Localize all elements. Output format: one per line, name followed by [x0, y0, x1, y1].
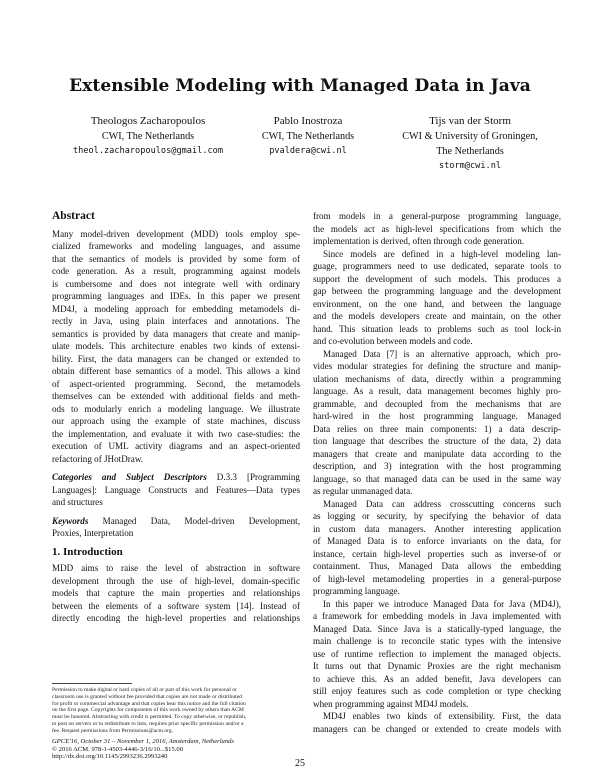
- body-line: still enjoy features such as code completion or type checking: [313, 686, 561, 696]
- body-line: as regular unmanaged data.: [313, 486, 413, 496]
- body-line: implementation is derived, often through code generation.: [313, 236, 525, 246]
- body-line: Managed Data can address crosscutting concerns such: [323, 498, 561, 509]
- abstract-line: refactoring of JHotDraw.: [52, 453, 144, 464]
- permission-footnote: [52, 687, 300, 735]
- abstract-line: bility. First, the data managers can be changed or extended to: [52, 353, 300, 364]
- body-line: MD4J enables two kinds of extensibility. First, the data: [323, 711, 561, 721]
- categories-heading: Categories and Subject Descriptors: [52, 472, 207, 482]
- introduction-heading: 1. Introduction: [52, 545, 123, 558]
- abstract-line: the implementation, and evaluate it with two case-studies: the: [52, 428, 300, 439]
- body-line: In this paper we introduce Managed Data for Java (MD4J),: [323, 598, 561, 609]
- abstract-line: semantics is provided by data managers that create and manip-: [52, 328, 300, 339]
- footnote-line: fee. Request permissions from Permissions@acm.org.: [52, 727, 174, 734]
- body-line: managers that create and manipulate data according to the: [313, 448, 561, 459]
- body-line: a framework for embedding models in Java implemented with: [313, 611, 561, 621]
- body-line: gap between the programming language and the development: [313, 286, 561, 296]
- left-column: [52, 210, 300, 625]
- author-name: Tijs van der Storm: [429, 115, 511, 127]
- body-line: programming language.: [313, 586, 400, 596]
- body-line: vides modular strategies for defining the structure and manip-: [313, 361, 561, 371]
- footnote-line: on the first page. Copyrights for components of this work owned by others than ACM: [52, 707, 244, 714]
- abstract-line: ulate models. This architecture enables two kinds of extensi-: [52, 341, 300, 351]
- categories-text: Languages]: Language Constructs and Features—Data types: [52, 484, 300, 495]
- abstract-line: code generation. As a result, programming against models: [52, 266, 300, 276]
- abstract-line: cialized frameworks and modeling languages, and assume: [52, 241, 300, 251]
- abstract-heading: Abstract: [52, 210, 95, 222]
- body-line: of Managed Data is to enforce invariants on the data, for: [313, 536, 561, 546]
- author-email: pvaldera@cwi.nl: [269, 146, 347, 156]
- introduction-line: MDD aims to raise the level of abstraction in software: [52, 563, 300, 573]
- body-line: instance, certain high-level properties such as inverse-of or: [313, 548, 561, 559]
- body-line: hand. This situation leads to problems such as tool lock-in: [313, 323, 561, 334]
- doi-link[interactable]: http://dx.doi.org/10.1145/2993236.2993240: [52, 753, 168, 761]
- body-line: language, so that managed data can be used in the same way: [313, 473, 561, 484]
- footnote-line: Permission to make digital or hard copies of all or part of this work for personal or: [52, 687, 237, 693]
- body-line: Since models are defined in a high-level modeling lan-: [323, 248, 561, 259]
- author-affiliation: CWI, The Netherlands: [101, 131, 195, 142]
- footnote-rule: [52, 683, 132, 684]
- abstract-line: ods to modularly enrich a modeling language. We illustrate: [52, 403, 300, 414]
- body-line: Managed Data. Since Java is a statically-typed language, the: [313, 623, 561, 634]
- body-line: It turns out that Dynamic Proxies are the right mechanism: [313, 661, 561, 671]
- page-number: 25: [295, 758, 305, 769]
- abstract-line: MD4J, a modeling approach for embedding metamodels di-: [52, 303, 300, 314]
- keywords-text: Proxies, Interpretation: [52, 528, 134, 538]
- keywords-heading: Keywords: [52, 515, 89, 526]
- right-column: [313, 210, 561, 735]
- abstract-line: rectly in Java, using plain interfaces and annotations. The: [52, 316, 300, 326]
- author-name: Pablo Inostroza: [273, 115, 343, 127]
- footnote-line: must be honored. Abstracting with credit is permitted. To copy otherwise, or republish,: [52, 714, 247, 721]
- abstract-line: is cumbersome and does not integrate well with ordinary: [52, 278, 300, 289]
- body-line: grammable, and decoupled from the mechanisms that are: [313, 398, 561, 409]
- footnote-line: for profit or commercial advantage and that copies bear this notice and the full citation: [52, 700, 246, 707]
- body-line: and the models developers create and maintain, on the other: [313, 311, 561, 321]
- body-line: as logging or security, by specifying the behavior of data: [313, 511, 561, 521]
- body-line: guage, programmers need to use dedicated, separate tools to: [313, 261, 561, 271]
- body-line: containment. Thus, Managed Data allows the embedding: [313, 561, 561, 571]
- body-line: in custom data managers. Another interesting application: [313, 523, 561, 534]
- body-line: tion language that describes the structure of the data, 2) data: [313, 436, 561, 446]
- abstract-body: [52, 228, 300, 466]
- categories-text: D.3.3 [Programming: [216, 472, 300, 482]
- body-line: and co-evolution between models and code.: [313, 336, 473, 346]
- abstract-line: execution of UML activity diagrams and an aspect-oriented: [52, 441, 300, 451]
- keywords-text: Managed Data, Model-driven Development,: [102, 515, 300, 526]
- abstract-line: obtain different base semantics of a model. This allows a kind: [52, 366, 300, 376]
- body-line: hard-wired in the host programming language. Managed: [313, 411, 561, 421]
- categories-text: and structures: [52, 497, 103, 507]
- abstract-line: that the semantics of models is provided by some form of: [52, 253, 300, 264]
- abstract-line: Many model-driven development (MDD) tools employ spe-: [52, 228, 300, 239]
- body-line: description, and 3) integration with the host programming: [313, 461, 561, 471]
- body-line: when programming against MD4J models.: [313, 698, 469, 709]
- paper-title: Extensible Modeling with Managed Data in Java: [69, 76, 531, 96]
- abstract-line: themselves can be extended with additional fields and meth-: [52, 391, 300, 401]
- keywords-block: [52, 515, 300, 540]
- author-affiliation: CWI, The Netherlands: [261, 131, 355, 142]
- categories-block: [52, 471, 300, 509]
- conference-name: GPCE'16, October 31 – November 1, 2016, Amsterdam, Netherlands: [52, 738, 234, 745]
- body-line: main challenge is to reconcile static types with the intensive: [313, 636, 561, 646]
- body-line: the models act as high-level specifications from which the: [313, 223, 561, 234]
- author-email: storm@cwi.nl: [438, 161, 502, 171]
- abstract-line: programming languages and IDEs. In this paper we present: [52, 291, 300, 301]
- body-line: Managed Data [7] is an alternative approach, which pro-: [323, 348, 561, 359]
- author-3: [370, 114, 570, 174]
- author-affiliation: The Netherlands: [436, 146, 504, 157]
- introduction-line: models that capture the main properties and relationships: [52, 588, 300, 598]
- footnote-line: classroom use is granted without fee provided that copies are not made or distributed: [52, 693, 242, 700]
- body-line: use of runtime reflection to implement the managed objects.: [313, 648, 561, 659]
- footnote-line: to post on servers or to redistribute to lists, requires prior specific permission and/or a: [52, 720, 244, 727]
- body-line: managers can be changed or extended to create models with: [313, 723, 561, 734]
- introduction-line: between the elements of a software system [14]. Instead of: [52, 600, 300, 611]
- body-line: from models in a general-purpose programming language,: [313, 211, 561, 221]
- introduction-body: [52, 562, 300, 625]
- body-line: ulation mechanisms of data, directly within a programming: [313, 373, 561, 384]
- body-line: support the development of such models. This produces a: [313, 273, 561, 284]
- abstract-line: our approach using the example of state machines, discuss: [52, 416, 300, 426]
- copyright-line: © 2016 ACM. 978-1-4503-4446-3/16/10...$15.00: [52, 745, 184, 753]
- body-line: environment, on the one hand, and between the language: [313, 298, 561, 309]
- author-affiliation: CWI & University of Groningen,: [402, 131, 538, 142]
- author-name: Theologos Zacharopoulos: [90, 115, 206, 127]
- introduction-line: development through the use of high-level, domain-specific: [52, 575, 300, 586]
- abstract-line: of aspect-oriented programming. Second, the metamodels: [52, 378, 300, 389]
- author-email: theol.zacharopoulos@gmail.com: [72, 146, 224, 156]
- introduction-line: directly encoding the high-level properties and relationships: [52, 613, 300, 623]
- body-line: Data relies on three main components: 1) a data descrip-: [313, 423, 561, 434]
- body-line: of high-level metamodeling properties in a general-purpose: [313, 573, 561, 584]
- body-line: to achieve this. As an added benefit, Java developers can: [313, 673, 561, 684]
- body-line: language. As a result, data management becomes highly pro-: [313, 386, 561, 396]
